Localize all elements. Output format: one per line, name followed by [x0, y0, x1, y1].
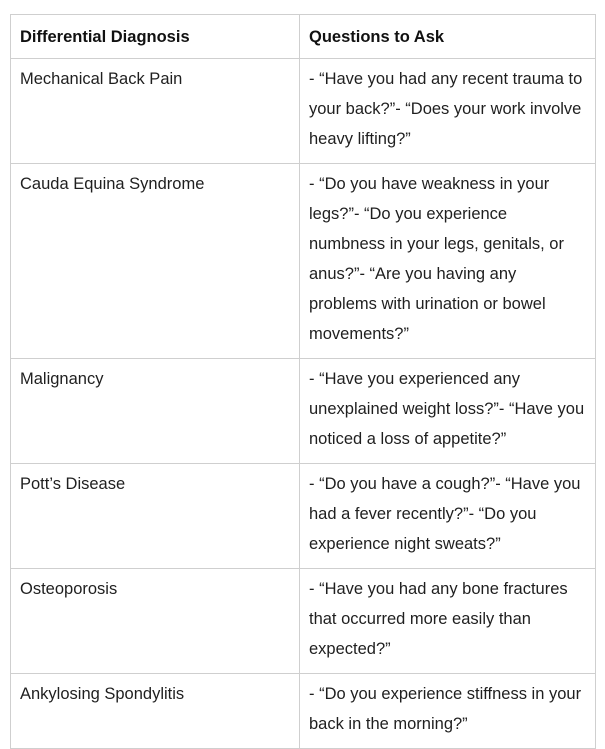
diagnosis-cell: Mechanical Back Pain	[11, 59, 300, 164]
questions-cell: - “Have you had any bone fractures that occurred more easily than expected?”	[300, 569, 596, 674]
table-header-row	[11, 15, 596, 59]
table-row	[11, 359, 596, 464]
questions-cell: - “Have you had any recent trauma to your back?”- “Does your work involve heavy lifting?”	[300, 59, 596, 164]
diagnosis-cell: Osteoporosis	[11, 569, 300, 674]
diagnosis-cell: Malignancy	[11, 359, 300, 464]
diagnosis-table	[10, 14, 596, 749]
diagnosis-cell: Cauda Equina Syndrome	[11, 164, 300, 359]
header-questions-to-ask: Questions to Ask	[300, 15, 596, 59]
table-row	[11, 59, 596, 164]
table-row	[11, 464, 596, 569]
header-differential-diagnosis: Differential Diagnosis	[11, 15, 300, 59]
table-row	[11, 674, 596, 749]
table-row	[11, 569, 596, 674]
diagnosis-cell: Pott’s Disease	[11, 464, 300, 569]
questions-cell: - “Have you experienced any unexplained weight loss?”- “Have you noticed a loss of appetite?”	[300, 359, 596, 464]
questions-cell: - “Do you have a cough?”- “Have you had a fever recently?”- “Do you experience night sweats?”	[300, 464, 596, 569]
diagnosis-cell: Ankylosing Spondylitis	[11, 674, 300, 749]
questions-cell: - “Do you experience stiffness in your back in the morning?”	[300, 674, 596, 749]
diagnosis-table-container	[10, 14, 595, 749]
table-row	[11, 164, 596, 359]
questions-cell: - “Do you have weakness in your legs?”- “Do you experience numbness in your legs, genitals, or anus?”- “Are you having any problems with urination or bowel movements?”	[300, 164, 596, 359]
